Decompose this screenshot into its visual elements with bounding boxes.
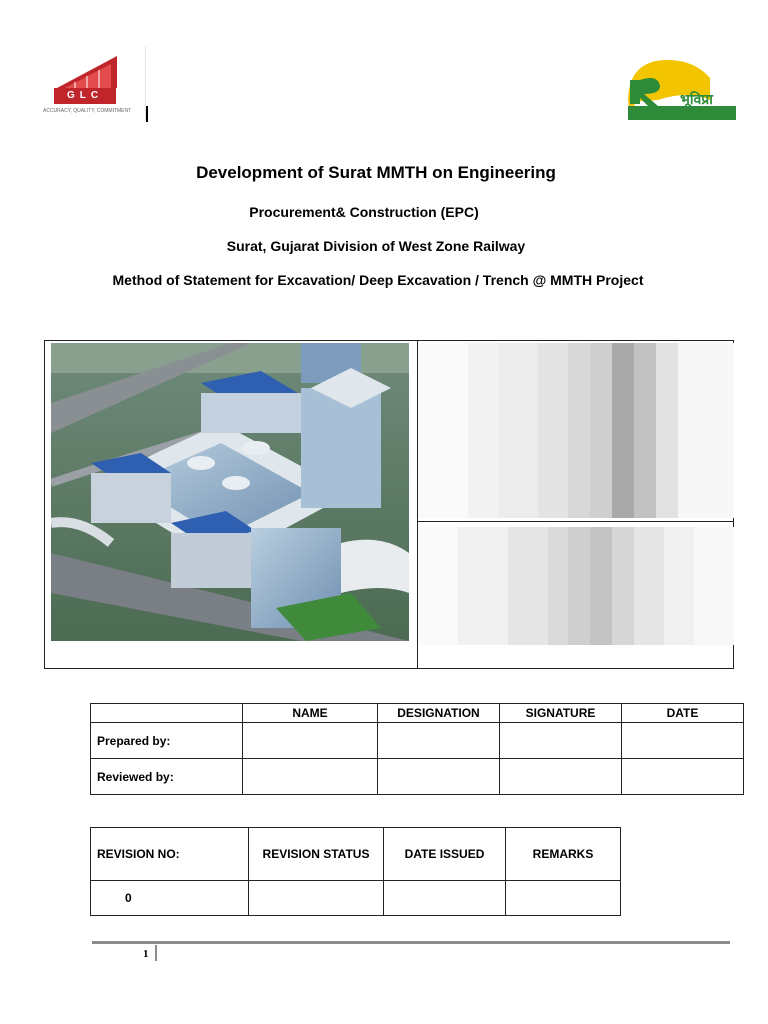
- blurred-image-top: [418, 343, 734, 518]
- rlda-logo-hindi: भूविप्रा: [680, 92, 713, 108]
- glc-logo: [27, 46, 146, 120]
- document-title: Development of Surat MMTH on Engineering: [196, 163, 556, 182]
- revision-header-date: DATE ISSUED: [384, 828, 506, 881]
- signoff-table: [90, 703, 744, 795]
- signoff-header-blank: [91, 704, 243, 723]
- signoff-header-designation: DESIGNATION: [378, 704, 500, 723]
- document-subtitle-epc: Procurement& Construction (EPC): [249, 204, 479, 220]
- signoff-header-signature: SIGNATURE: [500, 704, 622, 723]
- reviewed-by-name-cell: [243, 759, 378, 795]
- page-number-separator: [155, 945, 157, 961]
- revision-header-status: REVISION STATUS: [249, 828, 384, 881]
- blurred-image-bottom: [418, 527, 734, 645]
- text-cursor: [146, 106, 148, 122]
- revision-table: [90, 827, 621, 916]
- prepared-by-date-cell: [622, 723, 744, 759]
- reviewed-by-date-cell: [622, 759, 744, 795]
- image-frame: [44, 340, 734, 669]
- revision-remarks-cell: [506, 881, 621, 916]
- prepared-by-designation-cell: [378, 723, 500, 759]
- revision-status-cell: [249, 881, 384, 916]
- page-number: 1: [143, 948, 149, 960]
- signoff-row-reviewed: [91, 759, 744, 795]
- revision-date-cell: [384, 881, 506, 916]
- footer-rule: [92, 941, 730, 944]
- rlda-logo-text: RLDA: [663, 60, 689, 73]
- signoff-header-date: DATE: [622, 704, 744, 723]
- glc-tagline: ACCURACY, QUALITY, COMMITMENT: [43, 108, 132, 114]
- revision-row: [91, 881, 621, 916]
- reviewed-by-label: Reviewed by:: [91, 759, 243, 795]
- document-subtitle-method: Method of Statement for Excavation/ Deep Excavation / Trench @ MMTH Project: [112, 272, 644, 288]
- signoff-header-row: [91, 704, 744, 723]
- prepared-by-signature-cell: [500, 723, 622, 759]
- signoff-row-prepared: [91, 723, 744, 759]
- prepared-by-label: Prepared by:: [91, 723, 243, 759]
- revision-header-row: [91, 828, 621, 881]
- glc-logo-text: GLC: [66, 90, 104, 101]
- prepared-by-name-cell: [243, 723, 378, 759]
- rlda-logo: [618, 50, 736, 120]
- reviewed-by-signature-cell: [500, 759, 622, 795]
- project-rendering-image: [51, 343, 409, 641]
- revision-number: 0: [91, 881, 249, 916]
- signoff-header-name: NAME: [243, 704, 378, 723]
- revision-header-remarks: REMARKS: [506, 828, 621, 881]
- revision-header-no: REVISION NO:: [91, 828, 249, 881]
- reviewed-by-designation-cell: [378, 759, 500, 795]
- document-subtitle-division: Surat, Gujarat Division of West Zone Railway: [226, 238, 526, 254]
- rlda-logo-graphic: [618, 50, 736, 120]
